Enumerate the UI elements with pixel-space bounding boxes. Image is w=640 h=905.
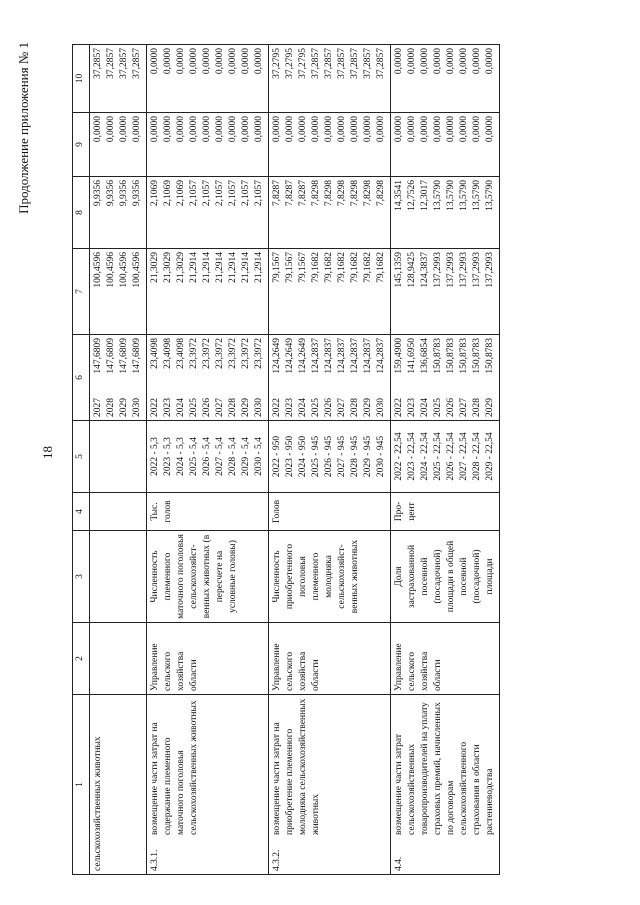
federal-value-cell <box>269 249 391 335</box>
indicator-cell <box>90 531 147 623</box>
year-value: 2025 <box>433 398 443 417</box>
target-value: 2022 - 950 <box>272 435 282 478</box>
local-value: 0,0000 <box>407 116 417 143</box>
regional-value: 9,9356 <box>106 180 116 207</box>
column-number: 8 <box>73 177 90 249</box>
target-value: 2026 - 5,4 <box>202 437 212 476</box>
other-value: 0,0000 <box>189 48 199 75</box>
regional-value: 2,1057 <box>228 180 238 207</box>
other-value: 37,2857 <box>376 48 386 79</box>
continuation-text: сельскохозяйственных животных <box>93 736 103 871</box>
local-value: 0,0000 <box>189 116 199 143</box>
continuation-text-cell <box>90 695 147 875</box>
other-value: 0,0000 <box>407 48 417 75</box>
federal-value: 21,2914 <box>228 252 238 283</box>
other-value: 37,2857 <box>311 48 321 79</box>
column-number: 6 <box>73 335 90 421</box>
local-value: 0,0000 <box>472 116 482 143</box>
regional-value: 7,8298 <box>324 180 334 207</box>
other-value-cell <box>147 45 269 113</box>
measure-name: возмещение части затрат сельскохозяйственных товаропроизводителей на уплату страховых премий, начисленных по договорам сельскохозяйственного страхования в области растениеводства <box>394 702 495 835</box>
local-value: 0,0000 <box>433 116 443 143</box>
other-value: 0,0000 <box>228 48 238 75</box>
target-value: 2029 - 5,4 <box>241 437 251 476</box>
target-value: 2024 - 950 <box>298 435 308 478</box>
target-value: 2025 - 22,54 <box>433 432 443 481</box>
executor-text: Управление сельского хозяйства области <box>394 643 443 691</box>
year-value: 2029 <box>241 398 251 417</box>
total-value: 124,2837 <box>376 338 386 374</box>
year-value: 2030 <box>376 398 386 417</box>
total-value: 124,2837 <box>363 338 373 374</box>
total-value: 141,6950 <box>407 338 417 374</box>
total-value: 23,4098 <box>163 338 173 369</box>
year-value: 2028 <box>350 398 360 417</box>
local-value: 0,0000 <box>485 116 495 143</box>
other-value: 0,0000 <box>254 48 264 75</box>
other-value: 0,0000 <box>176 48 186 75</box>
target-value: 2028 - 22,54 <box>472 432 482 481</box>
column-number: 2 <box>73 623 90 695</box>
regional-value: 2,1057 <box>215 180 225 207</box>
local-value-cell <box>269 113 391 177</box>
regional-value-cell <box>90 177 147 249</box>
total-value: 23,4098 <box>176 338 186 369</box>
total-value: 147,6809 <box>132 338 142 374</box>
regional-value: 13,5790 <box>459 180 469 211</box>
year-value: 2025 <box>311 398 321 417</box>
regional-value: 9,9356 <box>119 180 129 207</box>
federal-value: 137,2993 <box>472 252 482 288</box>
regional-value: 12,7526 <box>407 180 417 211</box>
local-value-cell <box>90 113 147 177</box>
federal-value: 21,3029 <box>176 252 186 283</box>
unit-cell <box>90 493 147 531</box>
year-values-cell <box>269 335 391 421</box>
total-value: 124,2837 <box>337 338 347 374</box>
year-value: 2022 <box>394 398 404 417</box>
other-value: 37,2857 <box>93 48 103 79</box>
year-value: 2023 <box>285 398 295 417</box>
total-value: 124,2837 <box>311 338 321 374</box>
total-value: 23,3972 <box>254 338 264 369</box>
target-value: 2026 - 22,54 <box>446 432 456 481</box>
total-value: 23,4098 <box>150 338 160 369</box>
target-value: 2025 - 5,4 <box>189 437 199 476</box>
measure-code: 4.3.1. <box>150 849 160 871</box>
column-number: 9 <box>73 113 90 177</box>
total-value: 124,2649 <box>285 338 295 374</box>
table-row <box>391 45 500 875</box>
federal-value: 100,4596 <box>93 252 103 288</box>
regional-value: 7,8298 <box>363 180 373 207</box>
year-value: 2024 <box>176 398 186 417</box>
other-value: 0,0000 <box>394 48 404 75</box>
local-value: 0,0000 <box>394 116 404 143</box>
target-value: 2027 - 22,54 <box>459 432 469 481</box>
total-value: 150,8783 <box>485 338 495 374</box>
target-value: 2029 - 22,54 <box>485 432 495 481</box>
year-value: 2023 <box>163 398 173 417</box>
regional-value: 7,8298 <box>376 180 386 207</box>
other-value: 0,0000 <box>202 48 212 75</box>
regional-value: 7,8287 <box>272 180 282 207</box>
unit-cell <box>147 493 269 531</box>
executor-cell <box>90 623 147 695</box>
year-value: 2028 <box>228 398 238 417</box>
executor-text: Управление сельского хозяйства области <box>272 643 321 691</box>
federal-value-cell <box>147 249 269 335</box>
local-value: 0,0000 <box>241 116 251 143</box>
federal-value: 21,3029 <box>163 252 173 283</box>
target-value: 2028 - 5,4 <box>228 437 238 476</box>
target-cell <box>90 421 147 493</box>
target-value: 2023 - 22,54 <box>407 432 417 481</box>
federal-value: 79,1567 <box>272 252 282 283</box>
year-value: 2022 <box>150 398 160 417</box>
regional-value: 13,5790 <box>433 180 443 211</box>
column-number: 1 <box>73 695 90 875</box>
year-value: 2029 <box>485 398 495 417</box>
measure-cell <box>391 695 500 875</box>
total-value: 23,3972 <box>228 338 238 369</box>
local-value: 0,0000 <box>350 116 360 143</box>
regional-value: 12,3017 <box>420 180 430 211</box>
regional-value: 13,5790 <box>472 180 482 211</box>
unit-cell <box>269 493 391 531</box>
regional-value: 7,8287 <box>285 180 295 207</box>
total-value: 23,3972 <box>202 338 212 369</box>
total-value: 124,2837 <box>324 338 334 374</box>
local-value: 0,0000 <box>363 116 373 143</box>
local-value: 0,0000 <box>215 116 225 143</box>
federal-value: 79,1567 <box>285 252 295 283</box>
total-value: 147,6809 <box>106 338 116 374</box>
target-value: 2023 - 5,3 <box>163 437 173 476</box>
other-value: 37,2857 <box>132 48 142 79</box>
federal-value: 79,1682 <box>311 252 321 283</box>
year-value: 2027 <box>215 398 225 417</box>
federal-value: 79,1682 <box>363 252 373 283</box>
local-value: 0,0000 <box>228 116 238 143</box>
regional-value: 2,1069 <box>176 180 186 207</box>
other-value: 37,2857 <box>337 48 347 79</box>
regional-value: 13,5790 <box>485 180 495 211</box>
regional-value: 7,8298 <box>350 180 360 207</box>
regional-value: 13,5790 <box>446 180 456 211</box>
other-value: 37,2857 <box>106 48 116 79</box>
local-value: 0,0000 <box>298 116 308 143</box>
local-value: 0,0000 <box>459 116 469 143</box>
executor-cell <box>391 623 500 695</box>
measure-cell <box>269 695 391 875</box>
total-value: 150,8783 <box>459 338 469 374</box>
federal-value: 21,2914 <box>189 252 199 283</box>
appendix-title: Продолжение приложения № 1 <box>16 42 31 214</box>
regional-value: 9,9356 <box>93 180 103 207</box>
local-value: 0,0000 <box>420 116 430 143</box>
indicator-text: Численность племенного маточного поголовья сельскохозяйст-венных животных (в пересчете на условные головы) <box>150 534 238 619</box>
year-values-cell <box>147 335 269 421</box>
table-row <box>147 45 269 875</box>
target-cell <box>391 421 500 493</box>
federal-value: 79,1682 <box>337 252 347 283</box>
year-value: 2025 <box>189 398 199 417</box>
executor-cell <box>269 623 391 695</box>
other-value: 0,0000 <box>446 48 456 75</box>
measure-cell <box>147 695 269 875</box>
unit-text: Голов <box>272 499 282 524</box>
year-value: 2026 <box>202 398 212 417</box>
year-value: 2024 <box>298 398 308 417</box>
target-cell <box>147 421 269 493</box>
target-cell <box>269 421 391 493</box>
target-value: 2024 - 22,54 <box>420 432 430 481</box>
federal-value: 100,4596 <box>119 252 129 288</box>
table-row <box>269 45 391 875</box>
total-value: 150,8783 <box>446 338 456 374</box>
local-value: 0,0000 <box>376 116 386 143</box>
federal-value: 137,2993 <box>433 252 443 288</box>
other-value: 0,0000 <box>241 48 251 75</box>
unit-text: Тыс. голов <box>150 500 173 523</box>
year-value: 2024 <box>420 398 430 417</box>
other-value: 0,0000 <box>459 48 469 75</box>
target-value: 2030 - 5,4 <box>254 437 264 476</box>
federal-value-cell <box>391 249 500 335</box>
local-value: 0,0000 <box>324 116 334 143</box>
federal-value: 79,1682 <box>324 252 334 283</box>
other-value: 0,0000 <box>163 48 173 75</box>
federal-value: 21,2914 <box>202 252 212 283</box>
federal-value: 21,2914 <box>215 252 225 283</box>
total-value: 23,3972 <box>189 338 199 369</box>
target-value: 2028 - 945 <box>350 435 360 478</box>
local-value: 0,0000 <box>163 116 173 143</box>
federal-value: 128,9425 <box>407 252 417 288</box>
other-value: 37,2857 <box>363 48 373 79</box>
total-value: 124,2649 <box>272 338 282 374</box>
federal-value: 100,4596 <box>106 252 116 288</box>
unit-cell <box>391 493 500 531</box>
column-number-row <box>73 45 90 875</box>
local-value: 0,0000 <box>202 116 212 143</box>
indicator-cell <box>147 531 269 623</box>
federal-value: 137,2993 <box>446 252 456 288</box>
other-value: 0,0000 <box>485 48 495 75</box>
federal-value: 79,1682 <box>350 252 360 283</box>
local-value: 0,0000 <box>119 116 129 143</box>
local-value: 0,0000 <box>337 116 347 143</box>
indicator-text: Численность приобретенного поголовья племенного молодняка сельскохозяйст-венных животных <box>272 539 360 614</box>
local-value: 0,0000 <box>272 116 282 143</box>
other-value: 37,2857 <box>119 48 129 79</box>
year-value: 2027 <box>93 398 103 417</box>
year-value: 2023 <box>407 398 417 417</box>
year-values-cell <box>90 335 147 421</box>
measure-name: возмещение части затрат на содержание племенного маточного поголовья сельскохозяйственных животных <box>150 700 199 835</box>
other-value: 0,0000 <box>433 48 443 75</box>
local-value: 0,0000 <box>254 116 264 143</box>
column-number: 5 <box>73 421 90 493</box>
other-value: 0,0000 <box>420 48 430 75</box>
target-value: 2027 - 5,4 <box>215 437 225 476</box>
federal-value: 145,1359 <box>394 252 404 288</box>
year-value: 2027 <box>337 398 347 417</box>
target-value: 2030 - 945 <box>376 435 386 478</box>
federal-value: 21,3029 <box>150 252 160 283</box>
other-value: 37,2857 <box>324 48 334 79</box>
other-value: 37,2795 <box>285 48 295 79</box>
column-number: 7 <box>73 249 90 335</box>
federal-value: 79,1682 <box>376 252 386 283</box>
federal-value: 21,2914 <box>254 252 264 283</box>
local-value: 0,0000 <box>446 116 456 143</box>
measure-code: 4.3.2. <box>272 849 282 871</box>
year-value: 2029 <box>119 398 129 417</box>
local-value: 0,0000 <box>93 116 103 143</box>
year-value: 2026 <box>446 398 456 417</box>
year-value: 2030 <box>132 398 142 417</box>
target-value: 2024 - 5,3 <box>176 437 186 476</box>
target-value: 2026 - 945 <box>324 435 334 478</box>
regional-value-cell <box>269 177 391 249</box>
local-value: 0,0000 <box>132 116 142 143</box>
column-number: 3 <box>73 531 90 623</box>
target-value: 2022 - 5,3 <box>150 437 160 476</box>
regional-value: 2,1069 <box>163 180 173 207</box>
federal-value-cell <box>90 249 147 335</box>
total-value: 147,6809 <box>119 338 129 374</box>
year-values-cell <box>391 335 500 421</box>
target-value: 2023 - 950 <box>285 435 295 478</box>
regional-value: 2,1069 <box>150 180 160 207</box>
indicator-cell <box>269 531 391 623</box>
other-value-cell <box>90 45 147 113</box>
column-number: 4 <box>73 493 90 531</box>
local-value-cell <box>391 113 500 177</box>
total-value: 23,3972 <box>215 338 225 369</box>
federal-value: 137,2993 <box>459 252 469 288</box>
year-value: 2028 <box>472 398 482 417</box>
total-value: 124,2649 <box>298 338 308 374</box>
local-value-cell <box>147 113 269 177</box>
other-value-cell <box>391 45 500 113</box>
other-value: 0,0000 <box>215 48 225 75</box>
executor-cell <box>147 623 269 695</box>
regional-value: 9,9356 <box>132 180 142 207</box>
target-value: 2029 - 945 <box>363 435 373 478</box>
other-value: 37,2795 <box>298 48 308 79</box>
federal-value: 124,3837 <box>420 252 430 288</box>
other-value: 0,0000 <box>150 48 160 75</box>
target-value: 2025 - 945 <box>311 435 321 478</box>
column-number: 10 <box>73 45 90 113</box>
table-row <box>90 45 147 875</box>
indicator-text: Доля застрахованной посевной (посадочной) площади в общей посевной (посадочной) площади <box>394 540 495 613</box>
total-value: 147,6809 <box>93 338 103 374</box>
local-value: 0,0000 <box>176 116 186 143</box>
federal-value: 21,2914 <box>241 252 251 283</box>
total-value: 136,6854 <box>420 338 430 374</box>
local-value: 0,0000 <box>150 116 160 143</box>
regional-value: 2,1057 <box>189 180 199 207</box>
other-value: 0,0000 <box>472 48 482 75</box>
regional-value: 2,1057 <box>241 180 251 207</box>
federal-value: 79,1567 <box>298 252 308 283</box>
local-value: 0,0000 <box>285 116 295 143</box>
other-value: 37,2795 <box>272 48 282 79</box>
regional-value-cell <box>147 177 269 249</box>
federal-value: 137,2993 <box>485 252 495 288</box>
year-value: 2026 <box>324 398 334 417</box>
executor-text: Управление сельского хозяйства области <box>150 643 199 691</box>
regional-value-cell <box>391 177 500 249</box>
regional-value: 7,8298 <box>337 180 347 207</box>
regional-value: 14,3541 <box>394 180 404 211</box>
target-value: 2027 - 945 <box>337 435 347 478</box>
total-value: 150,8783 <box>472 338 482 374</box>
indicator-cell <box>391 531 500 623</box>
regional-value: 7,8298 <box>311 180 321 207</box>
unit-text: Про-цент <box>394 501 417 522</box>
local-value: 0,0000 <box>106 116 116 143</box>
total-value: 159,4900 <box>394 338 404 374</box>
measure-name: возмещение части затрат на приобретение племенного молодняка сельскохозяйственных животных <box>272 698 321 835</box>
local-value: 0,0000 <box>311 116 321 143</box>
federal-value: 100,4596 <box>132 252 142 288</box>
year-value: 2027 <box>459 398 469 417</box>
year-value: 2028 <box>106 398 116 417</box>
total-value: 150,8783 <box>433 338 443 374</box>
program-table <box>72 44 500 875</box>
other-value: 37,2857 <box>350 48 360 79</box>
total-value: 124,2837 <box>350 338 360 374</box>
page-number: 18 <box>40 446 55 459</box>
total-value: 23,3972 <box>241 338 251 369</box>
year-value: 2030 <box>254 398 264 417</box>
measure-code: 4.4. <box>394 856 404 871</box>
regional-value: 7,8287 <box>298 180 308 207</box>
year-value: 2022 <box>272 398 282 417</box>
year-value: 2029 <box>363 398 373 417</box>
target-value: 2022 - 22,54 <box>394 432 404 481</box>
regional-value: 2,1057 <box>202 180 212 207</box>
regional-value: 2,1057 <box>254 180 264 207</box>
other-value-cell <box>269 45 391 113</box>
